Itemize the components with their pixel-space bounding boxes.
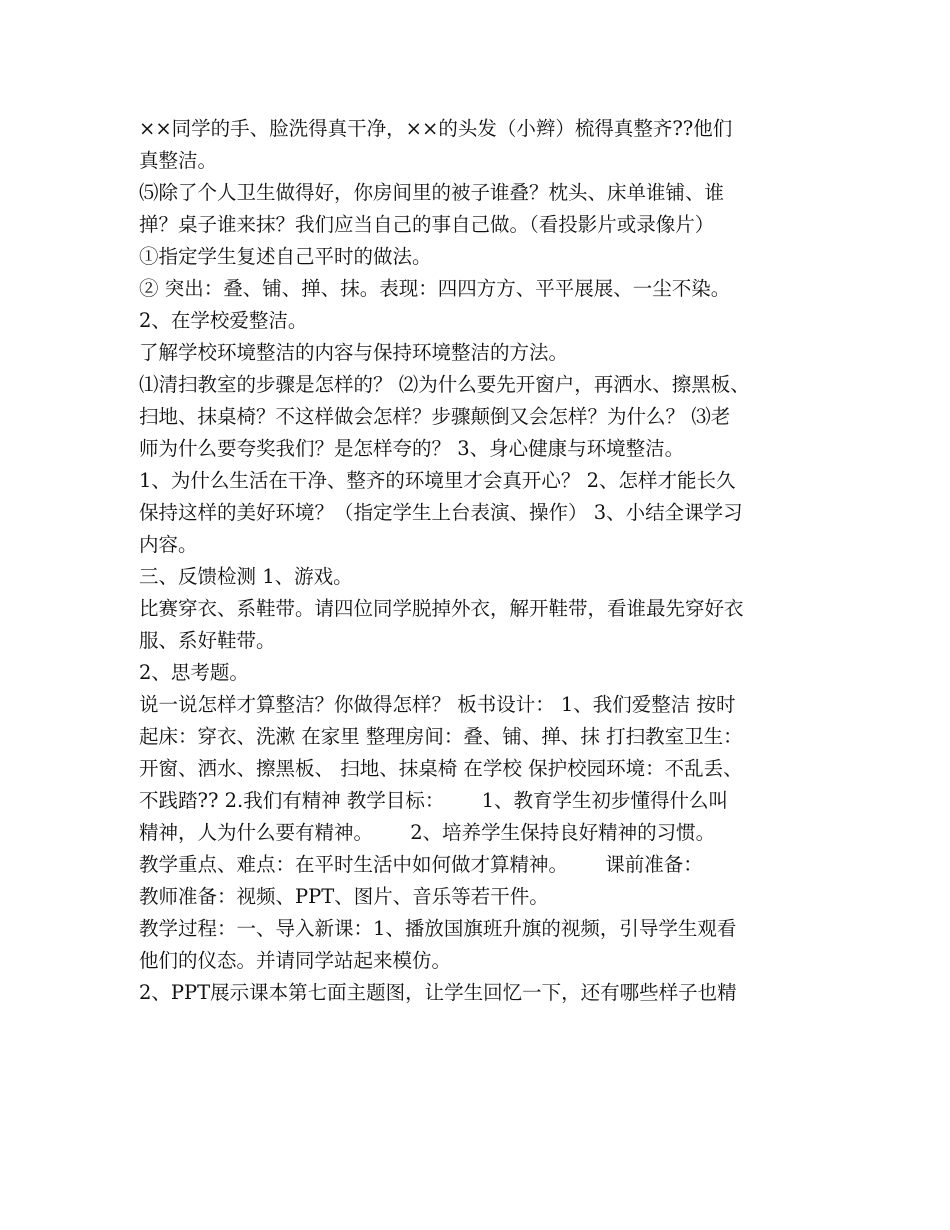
text-line: 服、系好鞋带。 [139,629,276,652]
text-line: 1、为什么生活在干净、整齐的环境里才会真开心？ 2、怎样才能长久 [139,469,736,492]
text-line: 他们的仪态。并请同学站起来模仿。 [139,949,452,972]
text-line: 教学重点、难点：在平时生活中如何做才算精神。 课前准备： [139,853,703,876]
text-line: 起床：穿衣、洗漱 在家里 整理房间：叠、铺、掸、抹 打扫教室卫生： [139,725,743,748]
text-line: 扫地、抹桌椅？不这样做会怎样？步骤颠倒又会怎样？为什么？ ⑶老 [139,405,731,428]
document-body [139,113,829,1009]
text-line: 内容。 [139,533,198,556]
text-line: 比赛穿衣、系鞋带。请四位同学脱掉外衣，解开鞋带，看谁最先穿好衣 [139,597,744,620]
text-line: 真整洁。 [139,149,218,172]
text-line: 教师准备：视频、PPT、图片、音乐等若干件。 [139,885,549,908]
text-line: 说一说怎样才算整洁？你做得怎样？ 板书设计： 1、我们爱整洁 按时 [139,693,736,716]
text-line: 三、反馈检测 1、游戏。 [139,565,353,588]
text-line: 开窗、洒水、擦黑板、 扫地、抹桌椅 在学校 保护校园环境：不乱丢、 [139,757,743,780]
text-line: 2、在学校爱整洁。 [139,309,308,332]
text-line: ⑴清扫教室的步骤是怎样的？ ⑵为什么要先开窗户，再洒水、擦黑板、 [139,373,750,396]
text-line: ××同学的手、脸洗得真干净，××的头发（小辫）梳得真整齐??他们 [139,117,733,140]
text-line: 2、思考题。 [139,661,249,684]
text-line: 2、PPT展示课本第七面主题图，让学生回忆一下，还有哪些样子也精 [139,981,737,1004]
text-line: 师为什么要夸奖我们？是怎样夸的？ 3、身心健康与环境整洁。 [139,437,685,460]
text-line: ①指定学生复述自己平时的做法。 [139,245,432,268]
text-line: ② 突出：叠、铺、掸、抹。表现：四四方方、平平展展、一尘不染。 [139,277,731,300]
text-line: ⑸除了个人卫生做得好，你房间里的被子谁叠？枕头、床单谁铺、谁 [139,181,725,204]
text-line: 了解学校环境整洁的内容与保持环境整洁的方法。 [139,341,569,364]
text-line: 精神，人为什么要有精神。 2、培养学生保持良好精神的习惯。 [139,821,716,844]
text-line: 教学过程：一、导入新课：1、播放国旗班升旗的视频，引导学生观看 [139,917,737,940]
text-line: 掸？桌子谁来抹？我们应当自己的事自己做。（看投影片或录像片） [139,213,715,236]
text-line: 保持这样的美好环境？（指定学生上台表演、操作） 3、小结全课学习 [139,501,743,524]
text-line: 不践踏?? 2.我们有精神 教学目标： 1、教育学生初步懂得什么叫 [139,789,729,812]
